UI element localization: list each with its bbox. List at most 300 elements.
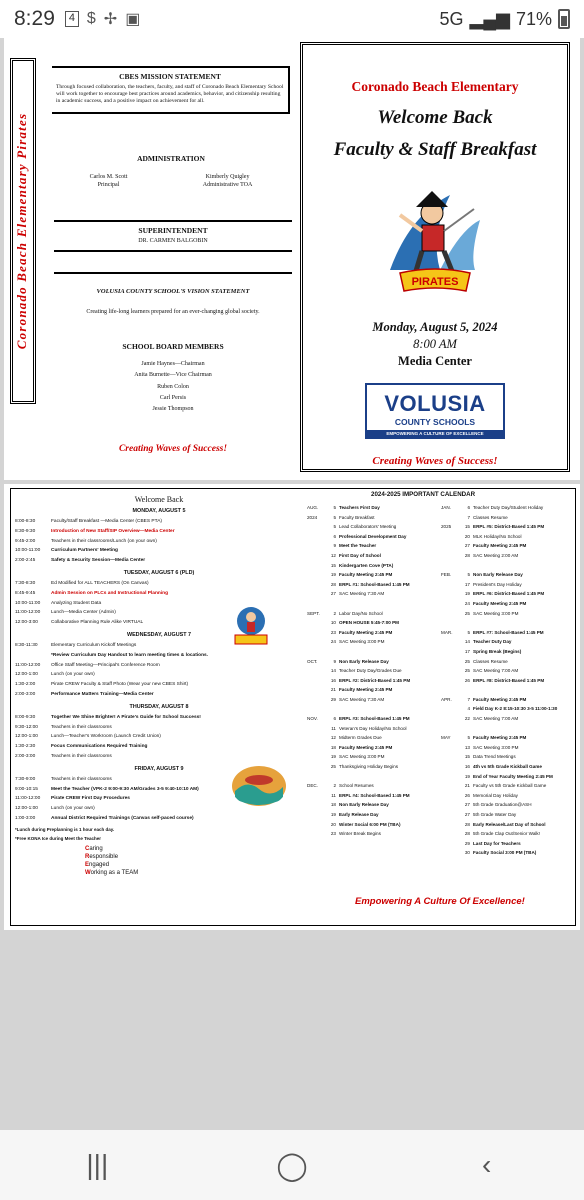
calendar-day: 24 bbox=[330, 639, 336, 645]
calendar-month bbox=[441, 513, 461, 523]
calendar-row bbox=[441, 704, 569, 714]
calendar-row bbox=[307, 647, 435, 657]
superintendent-title: SUPERINTENDENT bbox=[138, 226, 208, 235]
calendar-month bbox=[307, 541, 327, 551]
schedule-time: 1:30-2:00 bbox=[15, 682, 36, 688]
calendar-day: 5 bbox=[333, 524, 336, 530]
calendar-row bbox=[441, 599, 569, 609]
calendar-event: Field Day K-2 8:15-10:30 3-5 11:00-1:30 bbox=[473, 706, 558, 712]
calendar-row bbox=[307, 628, 435, 638]
calendar-day: 9 bbox=[333, 543, 336, 549]
calendar-event: Last Day for Teachers bbox=[473, 840, 521, 846]
calendar-row bbox=[307, 561, 435, 571]
calendar-row bbox=[441, 570, 569, 580]
schedule-time: 1:30-2:30 bbox=[15, 744, 36, 750]
calendar-row bbox=[307, 570, 435, 580]
schedule-row bbox=[15, 546, 303, 556]
pirate-mascot-image bbox=[370, 175, 500, 305]
admin-principal bbox=[90, 173, 128, 189]
calendar-event: Faculty Meeting 2:45 PM bbox=[473, 543, 527, 549]
schedule-row bbox=[15, 517, 303, 527]
calendar-event: ERPL #6: District-Based 1:45 PM bbox=[473, 591, 545, 597]
calendar-event bbox=[339, 647, 435, 657]
calendar-event: Thanksgiving Holiday Begins bbox=[339, 764, 398, 770]
calendar-event: Professional Development Day bbox=[339, 533, 407, 539]
pirates-mini-logo bbox=[223, 603, 279, 647]
calendar-month bbox=[441, 657, 461, 667]
calendar-event: MLK Holiday/No School bbox=[473, 533, 522, 539]
calendar-event: Teachers First Day bbox=[339, 505, 380, 510]
calendar-event: Faculty Meeting 2:45 PM bbox=[473, 735, 527, 741]
calendar-event: Data Trend Meetings bbox=[473, 754, 516, 760]
calendar-event: SAC Meeting 3:00 PM bbox=[473, 610, 519, 616]
schedule-time: 1:00-3:00 bbox=[15, 815, 36, 821]
schedule-event: Teachers in their classrooms bbox=[51, 724, 112, 730]
calendar-day: 27 bbox=[464, 802, 470, 808]
calendar-day: 29 bbox=[464, 840, 470, 846]
calendar-day: 28 bbox=[330, 581, 336, 587]
mission-box bbox=[52, 66, 290, 114]
calendar-row bbox=[441, 752, 569, 762]
schedule-time: 11:00-12:00 bbox=[15, 796, 41, 802]
calendar-event: 5th Grade Graduation@ASH bbox=[473, 802, 532, 808]
calendar-event: Veteran's Day Holiday/No School bbox=[339, 725, 407, 731]
calendar-day: 25 bbox=[464, 610, 470, 616]
home-icon[interactable]: ◯ bbox=[276, 1149, 308, 1181]
calendar-event: Faculty Breakfast bbox=[339, 514, 375, 520]
calendar-month bbox=[441, 743, 461, 753]
calendar-event: SAC Meeting 2:00 AM bbox=[473, 552, 519, 558]
calendar-month bbox=[307, 570, 327, 580]
calendar-event: Winter Social 6:00 PM (TBA) bbox=[339, 821, 401, 827]
calendar-month bbox=[441, 772, 461, 782]
schedule-time: 9:00-10:15 bbox=[15, 786, 38, 792]
calendar-day: 5 bbox=[333, 514, 336, 520]
calendar-month bbox=[441, 551, 461, 561]
calendar-row bbox=[441, 561, 569, 571]
calendar-month bbox=[307, 637, 327, 647]
shine-brighter-logo bbox=[231, 765, 287, 807]
welcome-title: Welcome Back bbox=[377, 107, 493, 128]
calendar-row bbox=[441, 532, 569, 542]
calendar-month bbox=[441, 541, 461, 551]
calendar-day: 25 bbox=[464, 658, 470, 664]
schedule-event: Together We Shine Brighter! A Pirate's Guide for School Success! bbox=[51, 714, 201, 720]
schedule-time: 11:00-12:00 bbox=[15, 610, 41, 616]
board-member: Jessie Thompson bbox=[152, 406, 194, 413]
calendar-event bbox=[339, 772, 435, 782]
calendar-row bbox=[441, 743, 569, 753]
school-name: Coronado Beach Elementary bbox=[351, 79, 519, 94]
recents-icon[interactable]: ||| bbox=[86, 1149, 109, 1180]
schedule-event: Faculty/Staff Breakfast —Media Center (CBES PTA) bbox=[51, 519, 162, 524]
calendar-event: Early Release/Last Day of School bbox=[473, 821, 546, 827]
volusia-sub: COUNTY SCHOOLS bbox=[394, 417, 476, 427]
calendar-row bbox=[307, 829, 435, 839]
calendar-day: 11 bbox=[331, 792, 336, 798]
schedule-event: Teachers in their classrooms/Lunch (on your own) bbox=[51, 538, 157, 544]
vision-title: VOLUSIA COUNTY SCHOOL'S VISION STATEMENT bbox=[96, 288, 250, 295]
calendar-day: 19 bbox=[330, 812, 336, 817]
calendar-row bbox=[441, 503, 569, 513]
schedule-row bbox=[15, 537, 303, 547]
calendar-day: 25 bbox=[464, 668, 470, 674]
calendar-day: 22 bbox=[464, 716, 470, 722]
calendar-day bbox=[327, 704, 339, 714]
calendar-row bbox=[307, 599, 435, 609]
calendar-day: 26 bbox=[464, 792, 470, 798]
schedule-day-heading: MONDAY, AUGUST 5 bbox=[132, 508, 186, 514]
calendar-month bbox=[441, 762, 461, 772]
calendar-month bbox=[441, 752, 461, 762]
calendar-day: 20 bbox=[464, 533, 470, 539]
admin-role: Principal bbox=[97, 182, 120, 188]
calendar-month bbox=[307, 580, 327, 590]
calendar-row bbox=[307, 762, 435, 772]
calendar-event: First Day of School bbox=[339, 552, 381, 558]
calendar-day: 19 bbox=[330, 754, 336, 760]
school-board-list bbox=[54, 359, 292, 415]
calendar-row bbox=[307, 733, 435, 743]
schedule-time: 7:30-9:00 bbox=[15, 776, 36, 782]
calendar-row bbox=[307, 743, 435, 753]
calendar-day: 26 bbox=[464, 677, 470, 683]
calendar-row bbox=[307, 800, 435, 810]
board-member: Carl Persis bbox=[159, 394, 187, 401]
calendar-month: MAR. bbox=[441, 629, 453, 635]
schedule-event: Lunch (on your own) bbox=[51, 672, 95, 678]
calendar-month bbox=[307, 647, 327, 657]
calendar-event: Faculty Meeting 2:45 PM bbox=[473, 600, 527, 606]
calendar-month bbox=[307, 599, 327, 609]
schedule-event: Ed Modified for ALL TEACHERS (On Canvas) bbox=[51, 580, 149, 586]
schedule-row bbox=[15, 651, 303, 661]
calendar-row bbox=[441, 666, 569, 676]
calendar-month: 2024 bbox=[307, 514, 318, 520]
schedule-time: 2:00-2:45 bbox=[15, 558, 36, 564]
calendar-event: Kindergarten Cove (PTA) bbox=[339, 562, 394, 568]
calendar-event: SAC Meeting 7:00 AM bbox=[473, 716, 519, 722]
calendar-month bbox=[441, 800, 461, 810]
schedule-row bbox=[15, 713, 303, 723]
calendar-event: Non Early Release Day bbox=[473, 572, 523, 578]
schedule-row bbox=[15, 723, 303, 733]
mission-text: Through focused collaboration, the teachers, faculty, and staff of Coronado Beach Elementary School will work together to encourage best practices around academics, behavior, and citizenship resulting in academic success, and a positive impact on achievement for all. bbox=[56, 84, 284, 105]
schedule-time: 10:00-11:00 bbox=[15, 548, 41, 554]
calendar-row bbox=[307, 685, 435, 695]
calendar-row bbox=[441, 541, 569, 551]
vision-text: Creating life-long learners prepared for an ever-changing global society. bbox=[86, 309, 260, 315]
calendar-event: 5th Grade Water Day bbox=[473, 812, 517, 817]
calendar-day: 20 bbox=[330, 821, 336, 827]
battery-label: 71% bbox=[515, 8, 552, 29]
calendar-day: 19 bbox=[464, 591, 470, 597]
calendar-day: 7 bbox=[467, 696, 470, 702]
crew-acronym bbox=[85, 845, 303, 877]
schedule-time: 8:00-9:30 bbox=[15, 714, 36, 720]
calendar-event: Spring Break (Begins) bbox=[473, 648, 522, 654]
calendar-month bbox=[307, 704, 327, 714]
calendar-day: 14 bbox=[330, 668, 336, 674]
calendar-row bbox=[441, 810, 569, 820]
schedule-time: 2:00-3:00 bbox=[15, 691, 36, 697]
calendar-month bbox=[441, 724, 461, 734]
calendar-day: 19 bbox=[330, 572, 336, 578]
admin-toa bbox=[203, 173, 253, 189]
calendar-row bbox=[441, 724, 569, 734]
schedule-row bbox=[15, 752, 303, 762]
schedule-time: 11:00-12:00 bbox=[15, 662, 41, 668]
calendar-event: Faculty Meeting 2:45 PM bbox=[339, 744, 393, 750]
administration-section bbox=[52, 154, 290, 189]
calendar-row bbox=[441, 772, 569, 782]
school-board-title: SCHOOL BOARD MEMBERS bbox=[122, 342, 224, 351]
board-member: Anita Burnette—Vice Chairman bbox=[134, 372, 212, 379]
calendar-event: Winter Break Begins bbox=[339, 831, 381, 837]
calendar-row bbox=[441, 848, 569, 858]
calendar-month bbox=[441, 561, 461, 571]
calendar-event: School Resumes bbox=[339, 783, 374, 789]
calendar-month bbox=[441, 637, 461, 647]
calendar-event: Faculty Meeting 2:45 PM bbox=[339, 687, 393, 693]
calendar-day: 12 bbox=[330, 735, 336, 741]
calendar-month bbox=[441, 704, 461, 714]
calendar-event: 5th Grade Clap Out/Senior Walk! bbox=[473, 831, 540, 837]
calendar-row bbox=[441, 714, 569, 724]
calendar-row bbox=[307, 781, 435, 791]
calendar-day: 18 bbox=[330, 744, 336, 750]
calendar-row bbox=[441, 589, 569, 599]
schedule-time: 8:30-9:30 bbox=[15, 528, 36, 534]
vision-section bbox=[54, 272, 292, 315]
calendar-event: Faculty Meeting 2:45 PM bbox=[339, 572, 393, 578]
calendar-month bbox=[441, 532, 461, 542]
calendar-day: 9 bbox=[333, 658, 336, 664]
calendar-month bbox=[307, 724, 327, 734]
calendar-day: 7 bbox=[467, 514, 470, 520]
calendar-month bbox=[307, 628, 327, 638]
schedule-time: 9:45-2:00 bbox=[15, 538, 36, 544]
calendar-event: SAC Meeting 3:00 PM bbox=[473, 744, 519, 750]
calendar-month: MAY bbox=[441, 735, 451, 741]
calendar-day: 4 bbox=[467, 706, 470, 712]
calendar-month bbox=[441, 580, 461, 590]
calendar-month bbox=[441, 829, 461, 839]
calendar-month bbox=[441, 791, 461, 801]
brochure-cover-page bbox=[4, 38, 580, 480]
board-member: Jamie Haynes—Chairman bbox=[141, 361, 205, 367]
acronym-word: Working as a TEAM bbox=[85, 869, 139, 876]
calendar-event: Meet the Teacher bbox=[339, 543, 377, 549]
schedule-event: *Review Curriculum Day Handout to learn meeting times & locations. bbox=[51, 652, 208, 658]
dollar-icon: $ bbox=[86, 10, 96, 27]
schedule-time: 8:00-8:30 bbox=[15, 519, 36, 524]
calendar-row bbox=[441, 733, 569, 743]
calendar-month: FEB. bbox=[441, 572, 452, 578]
calendar-row bbox=[441, 513, 569, 523]
calendar-row bbox=[307, 532, 435, 542]
calendar-title: 2024-2025 IMPORTANT CALENDAR bbox=[371, 491, 476, 498]
calendar-row bbox=[307, 752, 435, 762]
calendar-row bbox=[441, 647, 569, 657]
calendar-event: SAC Meeting 7:30 AM bbox=[339, 696, 385, 702]
calendar-event: Non Early Release Day bbox=[339, 802, 389, 808]
calendar-day: 27 bbox=[464, 812, 470, 817]
calendar-row bbox=[307, 666, 435, 676]
calendar-event: Classes Resume bbox=[473, 658, 508, 664]
schedule-time: 10:00-11:00 bbox=[15, 600, 41, 606]
calendar-month bbox=[441, 685, 461, 695]
calendar-month bbox=[307, 762, 327, 772]
notification-count-icon: 4 bbox=[65, 11, 79, 27]
calendar-row bbox=[441, 695, 569, 705]
calendar-month bbox=[307, 551, 327, 561]
mission-title: CBES MISSION STATEMENT bbox=[119, 72, 221, 81]
calendar-month bbox=[307, 810, 327, 820]
calendar-month bbox=[441, 589, 461, 599]
event-title: Faculty & Staff Breakfast bbox=[333, 139, 537, 160]
schedule-row bbox=[15, 732, 303, 742]
schedule-time: 12:00-1:00 bbox=[15, 734, 38, 740]
calendar-event: ERPL #8: District-Based 1:45 PM bbox=[473, 677, 545, 683]
calendar-day: 24 bbox=[464, 600, 470, 606]
calendar-day: 28 bbox=[464, 831, 470, 837]
calendar-event: ERPL #2: District-Based 1:45 PM bbox=[339, 677, 411, 683]
calendar-event: ERPL #5: District-Based 1:45 PM bbox=[473, 524, 545, 530]
calendar-row bbox=[441, 762, 569, 772]
signal-icon: ▂▄▆ bbox=[469, 8, 510, 29]
event-date: Monday, August 5, 2024 bbox=[372, 320, 498, 334]
calendar-day: 5 bbox=[467, 629, 470, 635]
calendar-month bbox=[307, 772, 327, 782]
calendar-row bbox=[441, 551, 569, 561]
calendar-month bbox=[307, 820, 327, 830]
calendar-row bbox=[307, 676, 435, 686]
schedule-row bbox=[15, 527, 303, 537]
calendar-event: ERPL #3: School-Based 1:45 PM bbox=[339, 716, 410, 722]
calendar-row bbox=[441, 580, 569, 590]
calendar-month: NOV. bbox=[307, 716, 318, 722]
cover-left-panel bbox=[40, 42, 290, 462]
calendar-row bbox=[307, 503, 435, 513]
image-viewer[interactable] bbox=[0, 38, 584, 1130]
volusia-name: VOLUSIA bbox=[384, 391, 486, 416]
calendar-month bbox=[307, 589, 327, 599]
calendar-day: 28 bbox=[464, 821, 470, 827]
calendar-month bbox=[441, 666, 461, 676]
calendar-row bbox=[307, 637, 435, 647]
calendar-day: 28 bbox=[464, 552, 470, 558]
calendar-row bbox=[307, 704, 435, 714]
calendar-row bbox=[441, 685, 569, 695]
acronym-word: Responsible bbox=[85, 853, 119, 860]
calendar-day: 27 bbox=[330, 591, 336, 597]
schedule-event: Lunch—Teacher's Workroom (Launch Credit Union) bbox=[51, 734, 161, 740]
calendar-month bbox=[307, 829, 327, 839]
calendar-day bbox=[461, 561, 473, 571]
calendar-day: 25 bbox=[330, 764, 336, 770]
calendar-event: Lead Collaborators' Meeting bbox=[339, 524, 397, 530]
schedule-event: Meet the Teacher (VPK-2 9:00-9:30 AM/Grades 3-5 9:40-10:10 AM) bbox=[51, 786, 199, 792]
calendar-row bbox=[441, 781, 569, 791]
calendar-event bbox=[473, 561, 569, 571]
calendar-column-spring bbox=[441, 503, 569, 858]
calendar-day: 15 bbox=[464, 754, 470, 760]
admin-role: Administrative TOA bbox=[202, 182, 253, 188]
calendar-month bbox=[441, 848, 461, 858]
schedule-row bbox=[15, 680, 303, 690]
calendar-month: DEC. bbox=[307, 783, 318, 789]
schedule-time: 12:00-1:00 bbox=[15, 672, 38, 678]
calendar-day: 5 bbox=[467, 735, 470, 741]
calendar-month bbox=[441, 647, 461, 657]
calendar-event: Faculty vs 5th Grade Kickball Game bbox=[473, 783, 547, 789]
calendar-month bbox=[307, 733, 327, 743]
superintendent-name: DR. CARMEN BALGOBIN bbox=[138, 238, 208, 244]
calendar-event: End of Year Faculty Meeting 2:45 PM bbox=[473, 773, 553, 779]
acronym-word: Engaged bbox=[85, 861, 110, 868]
calendar-row bbox=[441, 820, 569, 830]
calendar-day: 6 bbox=[333, 716, 336, 722]
schedule-row bbox=[15, 579, 303, 589]
calendar-row bbox=[441, 839, 569, 849]
back-icon[interactable]: ‹ bbox=[481, 1149, 492, 1180]
calendar-month bbox=[307, 791, 327, 801]
calendar-row bbox=[307, 580, 435, 590]
calendar-row bbox=[307, 513, 435, 523]
calendar-day bbox=[327, 772, 339, 782]
welcome-back-schedule bbox=[15, 495, 303, 925]
calendar-month bbox=[307, 743, 327, 753]
schedule-event: Office Staff Meeting—Principal's Conference Room bbox=[51, 662, 160, 668]
calendar-month: SEPT. bbox=[307, 610, 320, 616]
inside-frame bbox=[10, 488, 576, 926]
cover-right-panel bbox=[300, 42, 570, 472]
calendar-row bbox=[307, 522, 435, 532]
superintendent-section bbox=[54, 220, 292, 252]
calendar-event: Midterm Grades Due bbox=[339, 735, 382, 741]
calendar-day: 10 bbox=[330, 620, 336, 626]
school-board-section bbox=[54, 342, 292, 415]
calendar-event: Teacher Duty Day bbox=[473, 639, 512, 645]
schedule-row bbox=[15, 670, 303, 680]
calendar-tagline: Empowering A Culture Of Excellence! bbox=[355, 896, 525, 907]
schedule-note: *Lunch during Preplanning is 1 hour each day. bbox=[15, 826, 115, 832]
calendar-event: OPEN HOUSE 5:45-7:00 PM bbox=[339, 620, 399, 626]
calendar-day: 30 bbox=[464, 850, 470, 856]
calendar-day: 13 bbox=[464, 744, 470, 750]
schedule-time: 2:00-3:00 bbox=[15, 753, 36, 759]
schedule-event: Curriculum Partners' Meeting bbox=[51, 548, 118, 554]
calendar-event: Labor Day/No School bbox=[339, 610, 383, 616]
schedule-time: 7:30-8:30 bbox=[15, 580, 36, 586]
calendar-event: ERPL #1: School-Based 1:45 PM bbox=[339, 581, 410, 587]
calendar-event bbox=[339, 704, 435, 714]
schedule-event: Safety & Security Session—Media Center bbox=[51, 558, 146, 564]
schedule-row bbox=[15, 814, 303, 824]
calendar-month bbox=[307, 800, 327, 810]
admin-name: Carlos M. Scott bbox=[89, 174, 128, 180]
schedule-event: Introduction of New Staff/SIP Overview—Media Center bbox=[51, 528, 175, 534]
schedule-day-heading: WEDNESDAY, AUGUST 7 bbox=[127, 631, 191, 638]
schedule-time: 12:00-1:00 bbox=[15, 806, 38, 812]
calendar-month bbox=[441, 714, 461, 724]
calendar-event: Faculty Meeting 2:45 PM bbox=[339, 629, 393, 635]
calendar-event: SAC Meeting 3:00 PM bbox=[339, 639, 385, 645]
schedule-row bbox=[15, 661, 303, 671]
calendar-event: 4th vs 5th Grade Kickball Game bbox=[473, 764, 542, 770]
acronym-word: Caring bbox=[85, 845, 103, 852]
